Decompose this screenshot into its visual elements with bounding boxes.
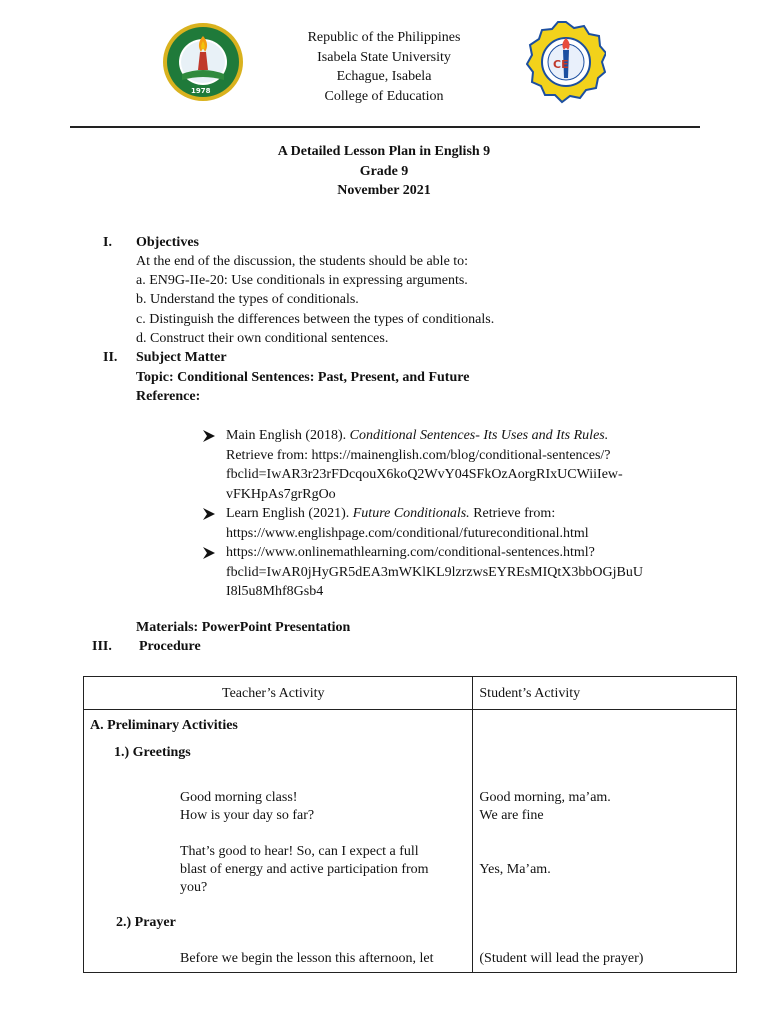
title-line-lesson-plan: A Detailed Lesson Plan in English 9 [277, 144, 491, 159]
student-greeting-line-1: Good morning, ma’am. [479, 790, 611, 805]
teacher-greeting-line-1: Good morning class! [180, 790, 298, 805]
college-of-education-initials: CE [553, 58, 569, 71]
teacher-activity-cell [84, 710, 473, 973]
procedure-heading: Procedure [139, 639, 201, 654]
subject-heading: Subject Matter [136, 350, 227, 365]
reference-source: Learn English (2021). [226, 506, 353, 521]
student-activity-header-cell [473, 677, 737, 710]
objectives-numeral: I. [103, 235, 112, 250]
reference-label: Reference: [136, 389, 201, 404]
teacher-greeting-line-2: How is your day so far? [180, 808, 315, 823]
teacher-expectation-line-3: you? [180, 880, 208, 895]
header-divider [70, 126, 700, 128]
greetings-heading: 1.) Greetings [114, 745, 191, 760]
objective-item-a: a. EN9G-IIe-20: Use conditionals in expressing arguments. [136, 273, 468, 288]
student-greeting-line-2: We are fine [479, 808, 544, 823]
isu-seal-year: 1978 [191, 87, 211, 95]
prayer-heading: 2.) Prayer [116, 915, 176, 930]
procedure-table [83, 676, 737, 973]
section-a-heading: A. Preliminary Activities [90, 718, 238, 733]
title-line-grade: Grade 9 [359, 163, 409, 179]
header-line-university: Isabela State University [317, 49, 451, 65]
procedure-numeral: III. [92, 639, 112, 654]
teacher-activity-header: Teacher’s Activity [222, 686, 325, 701]
reference-link[interactable]: Retrieve from: https://mainenglish.com/blog/conditional-sentences/? fbclid=IwAR3r23rFDcqouX6koQ2WvY04SFkOzAorgRIxUCWiiIew- vFKHpAs7grRgOo [226, 447, 623, 502]
institution-header [250, 28, 518, 106]
subject-topic: Topic: Conditional Sentences: Past, Present, and Future [136, 370, 470, 385]
materials-line: Materials: PowerPoint Presentation [136, 620, 351, 635]
student-activity-cell [473, 710, 737, 973]
reference-item [200, 504, 670, 543]
subject-numeral: II. [103, 350, 118, 365]
arrowhead-bullet-icon [202, 546, 216, 560]
header-line-location: Echague, Isabela [336, 69, 432, 84]
student-expectation-line: Yes, Ma’am. [479, 862, 551, 877]
objective-item-d: d. Construct their own conditional sentences. [136, 331, 389, 346]
teacher-expectation-line-2: blast of energy and active participation from [180, 862, 429, 877]
reference-link[interactable]: Retrieve from: https://www.englishpage.com/conditional/futureconditional.html [226, 506, 589, 541]
arrowhead-bullet-icon [202, 507, 216, 521]
title-line-date: November 2021 [337, 183, 431, 198]
reference-title: Conditional Sentences- Its Uses and Its Rules. [349, 428, 609, 443]
reference-title: Future Conditionals. [352, 506, 470, 521]
document-title [200, 142, 568, 201]
header-line-college: College of Education [324, 88, 444, 104]
arrowhead-bullet-icon [202, 429, 216, 443]
reference-item [200, 543, 670, 602]
student-prayer-line: (Student will lead the prayer) [479, 951, 644, 966]
teacher-activity-header-cell [84, 677, 473, 710]
teacher-prayer-line: Before we begin the lesson this afternoon, let [180, 951, 434, 966]
teacher-expectation-line-1: That’s good to hear! So, can I expect a full [180, 844, 419, 859]
objectives-intro: At the end of the discussion, the students should be able to: [136, 254, 469, 269]
objective-item-c: c. Distinguish the differences between the types of conditionals. [136, 312, 495, 327]
reference-list [200, 426, 670, 602]
college-of-education-logo [526, 20, 606, 106]
table-row [84, 710, 737, 973]
objective-item-b: b. Understand the types of conditionals. [136, 292, 359, 307]
reference-link[interactable]: https://www.onlinemathlearning.com/conditional-sentences.html? fbclid=IwAR0jHyGR5dEA3mWKlKL9lzrzwsEYREsMIQtX3bbOGjBuU I8l5u8Mhf8Gsb4 [226, 545, 643, 599]
table-header-row [84, 677, 737, 710]
student-activity-header: Student’s Activity [479, 686, 581, 701]
objectives-heading: Objectives [136, 235, 199, 250]
header-line-republic: Republic of the Philippines [307, 30, 461, 45]
reference-source: Main English (2018). [226, 428, 350, 443]
reference-item [200, 426, 670, 504]
isu-seal-logo [162, 22, 244, 102]
